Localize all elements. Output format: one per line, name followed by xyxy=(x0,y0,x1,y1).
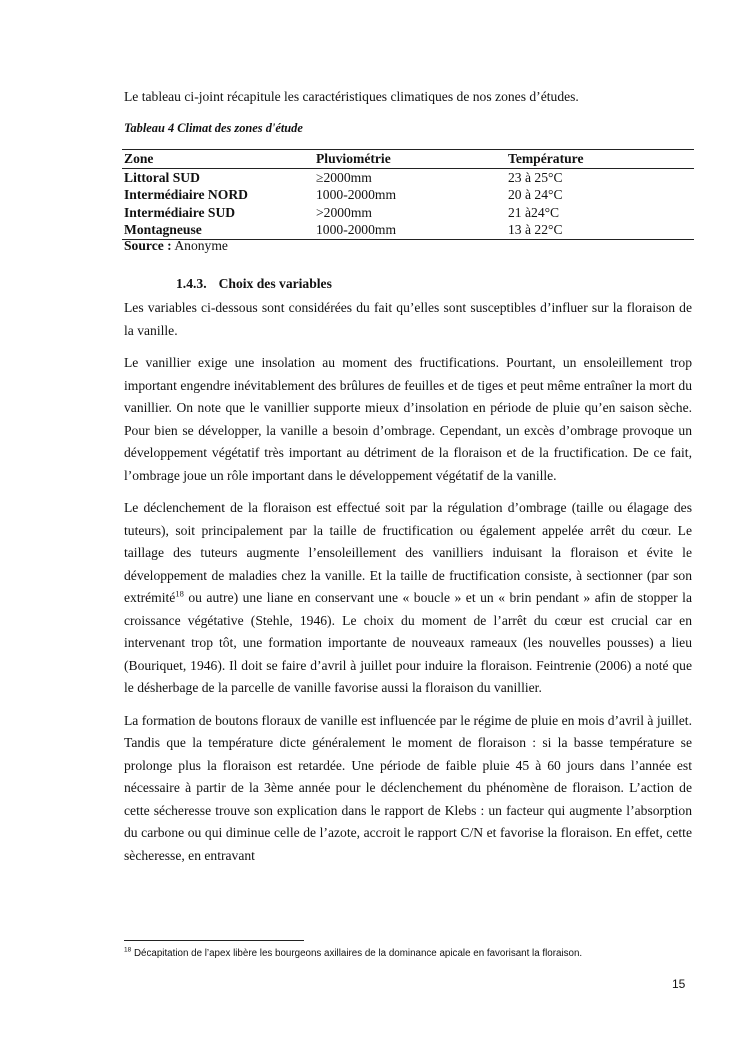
section-heading xyxy=(176,276,332,292)
temperature-cell: 20 à 24°C xyxy=(508,187,563,202)
footnote-marker: 18 xyxy=(124,946,132,954)
paragraph: Le vanillier exige une insolation au moment des fructifications. Pourtant, un ensoleillement trop important engendre inévitablement des brûlures de feuilles et de tiges et peut même entraîner la mort du vanillier. On note que le vanillier supporte mieux d’insolation en période de pluie qu’en saison sèche. Pour bien se développer, la vanille a besoin d’ombrage. Cependant, un excès d’ombrage provoque un développement végétatif très important au détriment de la floraison et de la fructification. De ce fait, l’ombrage joue un rôle important dans le développement végétatif de la vanille. xyxy=(124,355,692,483)
footnote-separator xyxy=(124,940,304,941)
temperature-cell: 21 à24°C xyxy=(508,204,560,220)
table-row xyxy=(122,204,694,222)
header-temperature: Température xyxy=(506,150,694,169)
paragraph-part: ou autre) une liane en conservant une « boucle » et un « brin pendant » afin de stopper la croissance végétative (Stehle, 1946). Le choix du moment de l’arrêt du cœur est crucial car en intervenant trop tôt, une formation importante de nouveaux rameaux (les nouvelles pousses) a lieu (Bouriquet, 1946). Il doit se faire d’avril à juillet pour induire la floraison. Feintrenie (2006) a noté que le désherbage de la parcelle de vanille favorise aussi la floraison du vanillier. xyxy=(124,590,692,695)
header-zone: Zone xyxy=(122,150,314,169)
paragraph: La formation de boutons floraux de vanille est influencée par le régime de pluie en mois d’avril à juillet. Tandis que la température dicte généralement le moment de floraison : si la basse température se prolonge plus la floraison est retardée. Une période de faible pluie 45 à 60 jours dans l’année est nécessaire à partir de la 3ème année pour le déclenchement du phénomène de floraison. L’action de cette sécheresse trouve son explication dans le rapport de Klebs : un facteur qui augmente l’absorption du carbone ou qui diminue celle de l’azote, accroit le rapport C/N et favorise la floraison. En effet, cette sècheresse, en entravant xyxy=(124,712,692,863)
intro-sentence: Le tableau ci-joint récapitule les caractéristiques climatiques de nos zones d’études. xyxy=(124,89,579,104)
zone-cell: Montagneuse xyxy=(122,221,314,239)
table-row xyxy=(122,221,694,239)
paragraph xyxy=(124,497,692,700)
zone-cell: Intermédiaire NORD xyxy=(124,187,248,202)
table-row xyxy=(122,168,694,186)
table-caption: Tableau 4 Climat des zones d'étude xyxy=(124,121,303,135)
rainfall-cell: 1000-2000mm xyxy=(314,221,506,239)
source-value: Anonyme xyxy=(171,238,228,253)
rainfall-cell: >2000mm xyxy=(316,204,373,220)
climate-table xyxy=(122,149,694,240)
header-rainfall: Pluviométrie xyxy=(314,150,506,169)
section-number: 1.4.3. xyxy=(176,276,207,291)
rainfall-cell: ≥2000mm xyxy=(316,169,372,185)
footnote xyxy=(124,948,694,959)
table-header-row xyxy=(122,150,694,169)
zone-cell: Intermédiaire SUD xyxy=(124,204,236,220)
rainfall-cell: 1000-2000mm xyxy=(316,187,397,202)
paragraph: Les variables ci-dessous sont considérées du fait qu’elles sont susceptibles d’influer sur la floraison de la vanille. xyxy=(124,300,692,338)
page-number: 15 xyxy=(672,977,686,991)
zone-cell: Littoral SUD xyxy=(124,169,200,185)
source-label: Source : xyxy=(124,238,172,253)
table-source xyxy=(124,238,228,254)
footnote-reference[interactable]: 18 xyxy=(175,588,184,599)
table-row xyxy=(122,186,694,204)
footnote-text: Décapitation de l’apex libère les bourgeons axillaires de la dominance apicale en favorisant la floraison. xyxy=(131,948,583,959)
temperature-cell: 13 à 22°C xyxy=(506,221,694,239)
body-text xyxy=(124,297,692,877)
temperature-cell: 23 à 25°C xyxy=(508,169,563,185)
section-title: Choix des variables xyxy=(218,276,332,291)
paragraph-part: Le déclenchement de la floraison est effectué soit par la régulation d’ombrage (taille ou élagage des tuteurs), soit principalement par la taille de fructification ou également appelée arrêt du cœur. Le taillage des tuteurs augmente l’ensoleillement des vanilliers induisant la floraison et évite le développement de maladies chez la vanille. Et la taille de fructification consiste, à sectionner (par son extrémité xyxy=(124,500,692,605)
